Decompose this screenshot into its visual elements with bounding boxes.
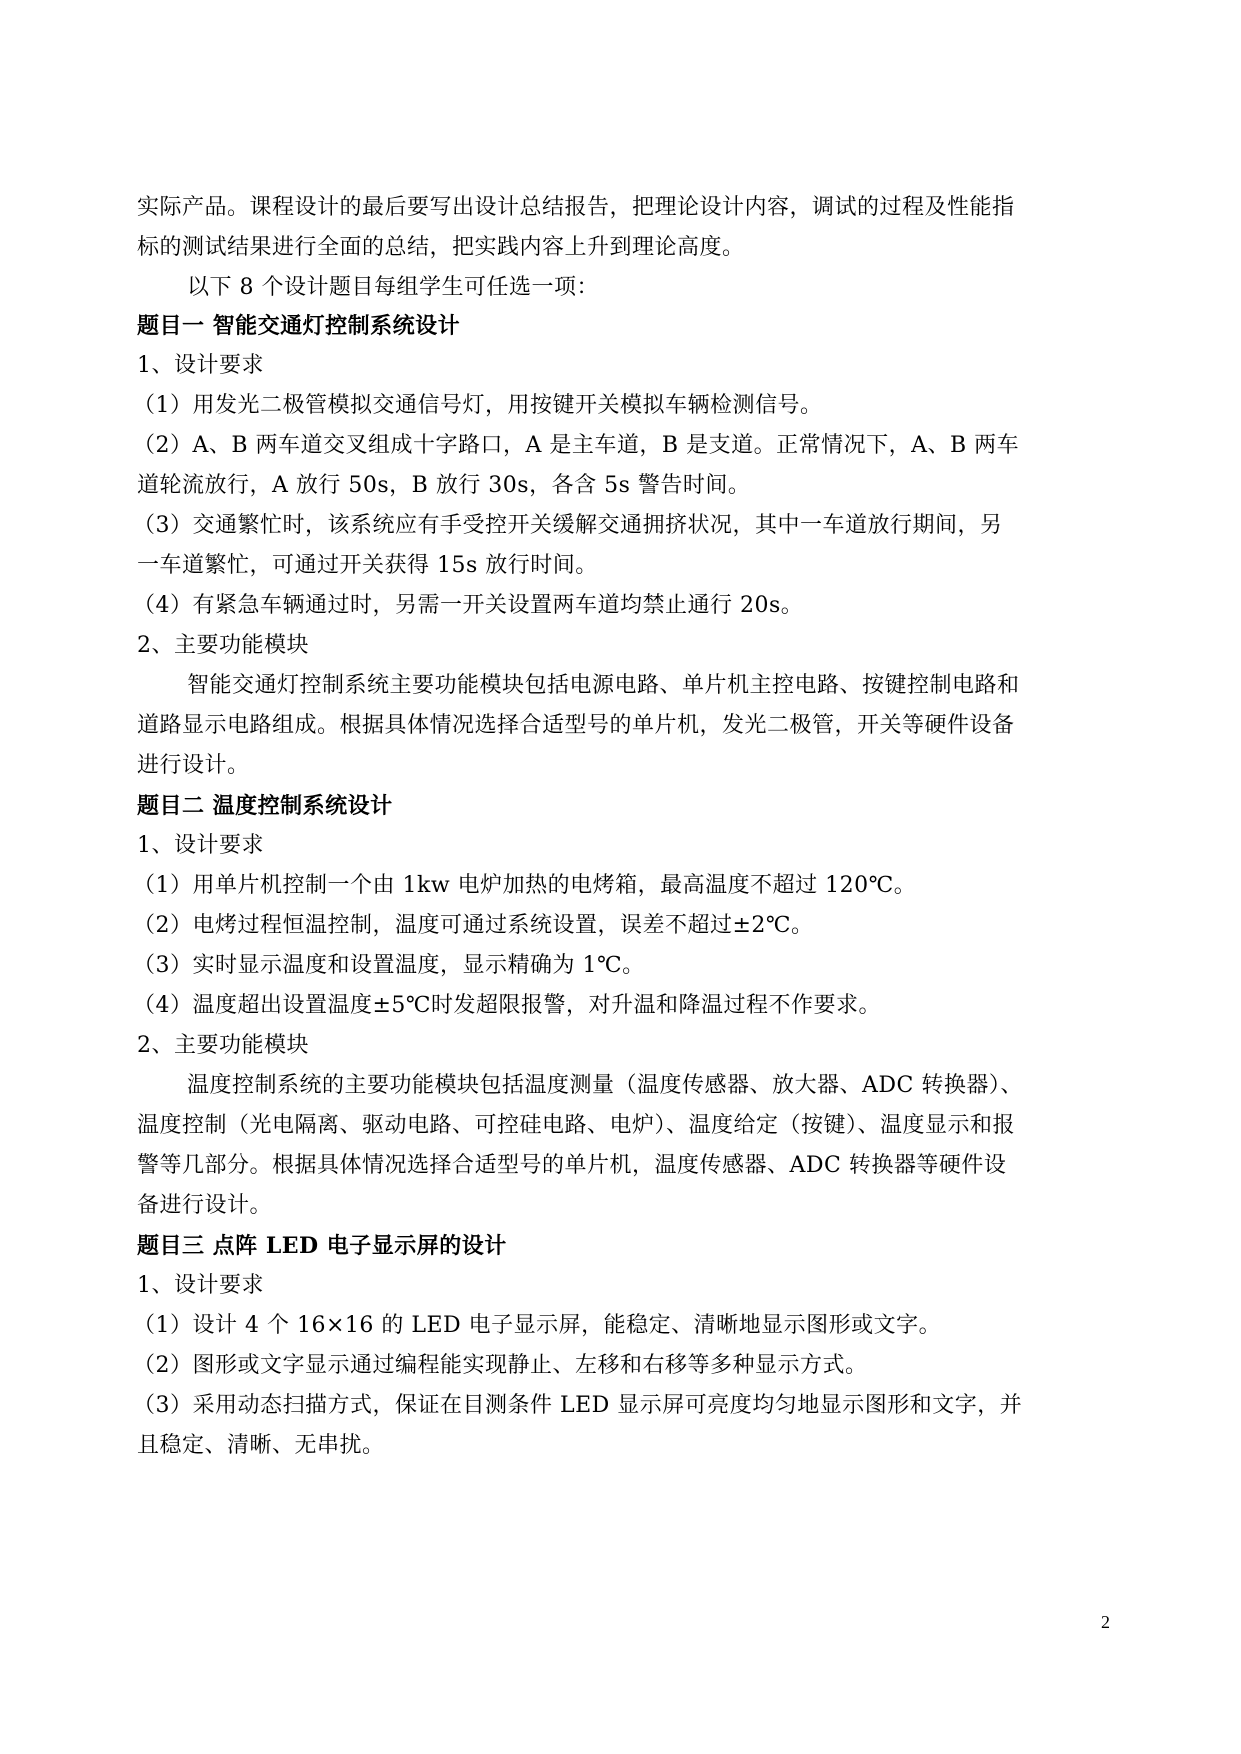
paragraph-line: 备进行设计。	[137, 1193, 273, 1218]
list-item-continuation: 一车道繁忙，可通过开关获得 15s 放行时间。	[137, 553, 598, 578]
list-item: （3）实时显示温度和设置温度，显示精确为 1℃。	[133, 953, 645, 978]
subheading-requirements: 1、设计要求	[137, 353, 264, 378]
list-item: （3）交通繁忙时，该系统应有手受控开关缓解交通拥挤状况，其中一车道放行期间，另	[133, 513, 1003, 538]
subheading-requirements: 1、设计要求	[137, 833, 264, 858]
list-item: （2）A、B 两车道交叉组成十字路口，A 是主车道，B 是支道。正常情况下，A、B 两车	[133, 433, 1020, 458]
list-item: （2）电烤过程恒温控制，温度可通过系统设置，误差不超过±2℃。	[133, 913, 814, 938]
subheading-modules: 2、主要功能模块	[137, 1033, 309, 1058]
list-item: （4）有紧急车辆通过时，另需一开关设置两车道均禁止通行 20s。	[133, 593, 804, 618]
paragraph-line: 智能交通灯控制系统主要功能模块包括电源电路、单片机主控电路、按键控制电路和	[187, 673, 1020, 698]
subheading-requirements: 1、设计要求	[137, 1273, 264, 1298]
paragraph-line: 道路显示电路组成。根据具体情况选择合适型号的单片机，发光二极管，开关等硬件设备	[137, 713, 1015, 738]
list-item: （1）用单片机控制一个由 1kw 电炉加热的电烤箱，最高温度不超过 120℃。	[133, 873, 917, 898]
section-heading-3: 题目三 点阵 LED 电子显示屏的设计	[137, 1233, 507, 1259]
list-item-continuation: 道轮流放行，A 放行 50s，B 放行 30s，各含 5s 警告时间。	[137, 473, 751, 498]
list-item: （2）图形或文字显示通过编程能实现静止、左移和右移等多种显示方式。	[133, 1353, 868, 1378]
page-number: 2	[1101, 1612, 1110, 1632]
intro-line: 以下 8 个设计题目每组学生可任选一项：	[187, 275, 599, 300]
list-item-continuation: 且稳定、清晰、无串扰。	[137, 1433, 385, 1458]
paragraph-line: 实际产品。课程设计的最后要写出设计总结报告，把理论设计内容，调试的过程及性能指	[137, 195, 1015, 220]
paragraph-line: 标的测试结果进行全面的总结，把实践内容上升到理论高度。	[137, 235, 745, 260]
section-heading-2: 题目二 温度控制系统设计	[137, 793, 393, 819]
paragraph-line: 温度控制系统的主要功能模块包括温度测量（温度传感器、放大器、ADC 转换器）、	[187, 1073, 1023, 1098]
list-item: （3）采用动态扫描方式，保证在目测条件 LED 显示屏可亮度均匀地显示图形和文字，并	[133, 1393, 1023, 1418]
paragraph-line: 温度控制（光电隔离、驱动电路、可控硅电路、电炉）、温度给定（按键）、温度显示和报	[137, 1113, 1016, 1138]
list-item: （1）设计 4 个 16×16 的 LED 电子显示屏，能稳定、清晰地显示图形或文字。	[133, 1313, 942, 1338]
section-heading-1: 题目一 智能交通灯控制系统设计	[137, 313, 461, 339]
subheading-modules: 2、主要功能模块	[137, 633, 309, 658]
list-item: （4）温度超出设置温度±5℃时发超限报警，对升温和降温过程不作要求。	[133, 993, 882, 1018]
list-item: （1）用发光二极管模拟交通信号灯，用按键开关模拟车辆检测信号。	[133, 393, 823, 418]
paragraph-line: 进行设计。	[137, 753, 250, 778]
paragraph-line: 警等几部分。根据具体情况选择合适型号的单片机，温度传感器、ADC 转换器等硬件设	[137, 1153, 1007, 1178]
